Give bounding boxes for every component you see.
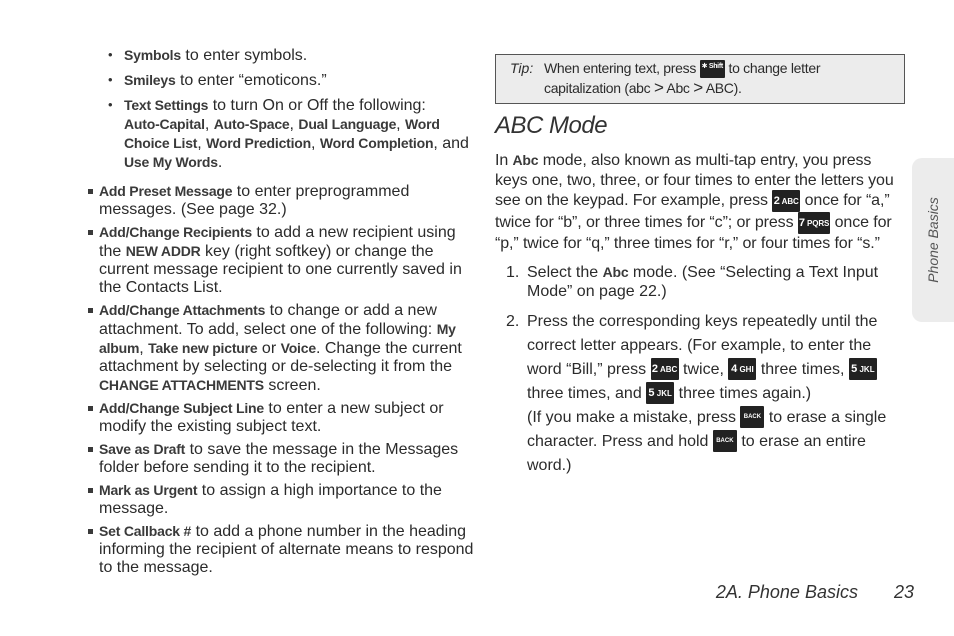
option-word-choice-list: Word Choice List — [124, 116, 440, 151]
intro-text-3: once for “a,” twice for “b”, or three times for “c”; or press — [495, 192, 890, 232]
back-key-icon: BACK — [713, 430, 737, 452]
step2-text-6: (If you make a mistake, press — [527, 408, 741, 426]
desc-set-callback: to add a phone number in the heading informing the recipient of alternate means to respond to the message. — [99, 523, 474, 576]
key-2-abc-icon — [772, 190, 800, 212]
list-item-add-subject — [88, 399, 474, 436]
term-save-draft: Save as Draft — [99, 441, 186, 457]
option-voice: Voice — [280, 340, 316, 356]
footer-section: 2A. Phone Basics — [715, 582, 858, 602]
step2-text-1: Press the corresponding keys repeatedly until the correct letter appears. (For example, to enter the word “Bill,” press — [527, 312, 878, 378]
step-number: 2. — [506, 312, 520, 330]
intro-paragraph — [495, 151, 905, 254]
desc-symbols: to enter symbols. — [180, 47, 308, 64]
key-5-jkl-icon — [646, 382, 674, 404]
screen-change-attachments: CHANGE ATTACHMENTS — [99, 377, 264, 393]
or-word: or — [257, 340, 281, 357]
term-symbols: Symbols — [124, 47, 181, 63]
list-item-add-attachments: Add/Change Attachments to change or add a new attachment. To add, select one of the following: My album, Take new picture or Voice. Change the current attachment by selecting or de-selecting it from the CHANGE ATTACHMENTS screen. — [88, 301, 474, 395]
section-heading: ABC Mode — [495, 112, 608, 139]
option-use-my-words: Use My Words — [124, 154, 218, 170]
key-number: 5 — [851, 363, 858, 376]
side-tab-label: Phone Basics — [925, 197, 941, 283]
term-text-settings: Text Settings — [124, 97, 209, 113]
step-1 — [495, 263, 905, 302]
abc-term: Abc — [512, 152, 539, 168]
list-item-mark-urgent — [88, 481, 474, 518]
desc-add-attachments-3: screen. — [263, 377, 321, 394]
term-add-attachments: Add/Change Attachments — [99, 302, 266, 318]
desc-text-settings: to turn On or Off the following: — [208, 97, 426, 114]
option-auto-capital: Auto-Capital — [124, 116, 205, 132]
page-footer — [716, 582, 914, 603]
key-4-ghi-icon — [728, 358, 756, 380]
option-word-prediction: Word Prediction — [206, 135, 312, 151]
and-word: and — [442, 135, 469, 152]
desc-mark-urgent: to assign a high importance to the message. — [99, 482, 442, 517]
step2-text-5: three times again.) — [674, 384, 812, 402]
key-letters: JKL — [859, 365, 875, 375]
side-tab — [912, 158, 954, 322]
shift-key-icon: ✱ Shift — [700, 60, 725, 78]
intro-text-2: mode, also known as multi-tap entry, you press keys one, two, three, or four times to enter the letters you see on the keypad. For example, press — [495, 152, 894, 210]
key-number: 5 — [648, 387, 655, 400]
key-letters: ABC — [659, 365, 678, 375]
list-item-add-preset — [88, 182, 474, 219]
term-add-preset: Add Preset Message — [99, 183, 233, 199]
term-smileys: Smileys — [124, 72, 176, 88]
step-number: 1. — [506, 263, 520, 281]
list-item-symbols — [88, 46, 474, 65]
term-add-recipients: Add/Change Recipients — [99, 224, 252, 240]
desc-add-recipients-2: key (right softkey) or change the current message recipient to one currently saved in the Contacts List. — [99, 243, 462, 296]
tip-label: Tip: — [510, 60, 534, 76]
key-letters: GHI — [739, 365, 754, 375]
tip-end: ABC). — [702, 80, 742, 97]
key-letters: PQRS — [806, 219, 830, 228]
list-item-save-draft — [88, 440, 474, 477]
key-number: 2 — [773, 195, 780, 207]
step1-text-2: mode. (See “Selecting a Text Input Mode” on page 22.) — [527, 263, 879, 300]
key-number: 7 — [798, 217, 805, 229]
list-item-text-settings: • Text Settings to turn On or Off the following: Auto-Capital, Auto-Space, Dual Language, Word Choice List, Word Prediction, Word Completion, and Use My Words. — [88, 96, 474, 172]
key-letters: JKL — [656, 389, 672, 399]
left-column — [88, 46, 474, 581]
tip-text-1: When entering text, press — [544, 60, 700, 76]
option-my-album: My album — [99, 321, 456, 356]
back-key-icon: BACK — [740, 406, 764, 428]
desc-add-attachments-1: to change or add a new attachment. To add, select one of the following: — [99, 302, 437, 338]
list-item-smileys — [88, 71, 474, 90]
tip-mid: Abc — [663, 80, 694, 97]
tip-text-2: to change letter capitalization (abc — [544, 60, 821, 97]
step2-text-2: twice, — [678, 360, 729, 378]
key-5-jkl-icon — [849, 358, 877, 380]
option-word-completion: Word Completion — [319, 135, 434, 151]
step2-text-7: to erase a single character. Press and hold — [527, 408, 887, 450]
intro-text-1: In — [495, 152, 513, 169]
desc-save-draft: to save the message in the Messages folder before sending it to the recipient. — [99, 441, 459, 476]
list-item-set-callback — [88, 522, 474, 577]
key-7-pqrs-icon — [798, 212, 830, 234]
key-2-abc-icon — [651, 358, 679, 380]
arrow-glyph: > — [693, 78, 703, 98]
term-add-subject: Add/Change Subject Line — [99, 400, 264, 416]
step1-text-1: Select the — [527, 263, 603, 281]
list-item-add-recipients — [88, 223, 474, 297]
desc-add-preset: to enter preprogrammed messages. (See page 32.) — [99, 183, 410, 218]
step2-text-8: to erase an entire word.) — [527, 432, 866, 474]
tip-box — [495, 54, 905, 104]
tip-body — [510, 58, 894, 98]
page-number: 23 — [893, 582, 914, 602]
desc-add-recipients-1: to add a new recipient using the — [99, 224, 456, 260]
option-take-new-picture: Take new picture — [148, 340, 258, 356]
step2-text-3: three times, — [756, 360, 849, 378]
key-number: 4 — [731, 363, 738, 376]
step2-text-4: three times, and — [527, 384, 647, 402]
arrow-glyph: > — [653, 78, 664, 98]
abc-term: Abc — [602, 263, 629, 280]
option-auto-space: Auto-Space — [213, 116, 290, 132]
key-letters: ABC — [781, 197, 799, 206]
desc-add-subject: to enter a new subject or modify the existing subject text. — [99, 400, 444, 435]
key-number: 2 — [651, 363, 658, 376]
intro-text-4: once for “p,” twice for “q,” three times for “r,” or four times for “s.” — [495, 214, 892, 252]
desc-add-attachments-2: . Change the current attachment by selecting or de-selecting it from the — [99, 340, 462, 375]
option-dual-language: Dual Language — [298, 116, 397, 132]
term-mark-urgent: Mark as Urgent — [99, 482, 198, 498]
right-column — [495, 54, 905, 478]
desc-smileys: to enter “emoticons.” — [175, 72, 327, 89]
step-2 — [495, 310, 905, 478]
term-set-callback: Set Callback # — [99, 523, 192, 539]
key-new-addr: NEW ADDR — [125, 243, 201, 259]
